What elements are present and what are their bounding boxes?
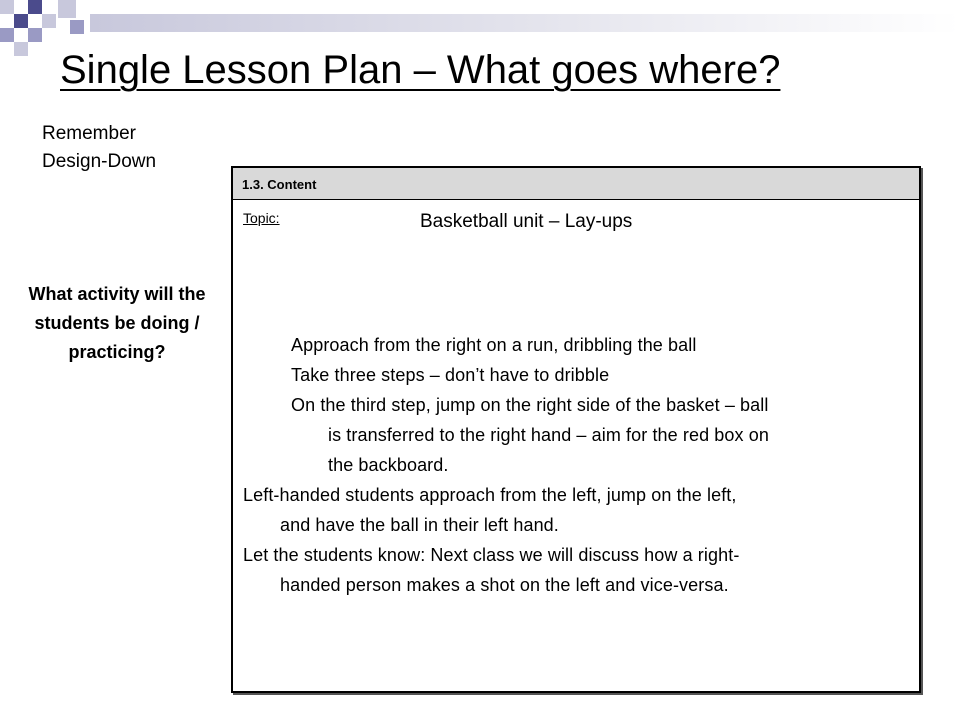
content-line: is transferred to the right hand – aim for the red box on bbox=[328, 425, 769, 445]
deco-square bbox=[0, 28, 14, 42]
topic-value: Basketball unit – Lay-ups bbox=[420, 211, 633, 232]
deco-square bbox=[70, 20, 84, 34]
deco-square bbox=[14, 42, 28, 56]
deco-square bbox=[58, 0, 76, 18]
content-line: Left-handed students approach from the left, jump on the left, bbox=[243, 485, 737, 505]
content-panel bbox=[231, 166, 921, 693]
topic-label: Topic: bbox=[243, 210, 280, 226]
deco-square bbox=[0, 0, 14, 14]
content-line: and have the ball in their left hand. bbox=[280, 515, 559, 535]
panel-header: 1.3. Content bbox=[233, 168, 919, 200]
reminder-line: Remember bbox=[42, 123, 136, 144]
content-line: Let the students know: Next class we will discuss how a right- bbox=[243, 545, 740, 565]
slide-title: Single Lesson Plan – What goes where? bbox=[60, 48, 781, 92]
activity-question: What activity will the students be doing / practicing? bbox=[28, 284, 206, 362]
content-line: On the third step, jump on the right side of the basket – ball bbox=[291, 395, 769, 415]
deco-square bbox=[14, 14, 28, 28]
reminder-line: Design-Down bbox=[42, 151, 157, 172]
content-line: handed person makes a shot on the left and vice-versa. bbox=[280, 575, 729, 595]
content-line: the backboard. bbox=[328, 455, 449, 475]
content-body bbox=[243, 330, 915, 600]
content-line: Approach from the right on a run, dribbling the ball bbox=[291, 335, 697, 355]
content-line: Take three steps – don’t have to dribble bbox=[291, 365, 610, 385]
header-gradient-bar bbox=[90, 14, 960, 32]
deco-square bbox=[28, 0, 42, 14]
reminder-note bbox=[42, 120, 156, 176]
deco-square bbox=[28, 28, 42, 42]
deco-square bbox=[42, 14, 56, 28]
